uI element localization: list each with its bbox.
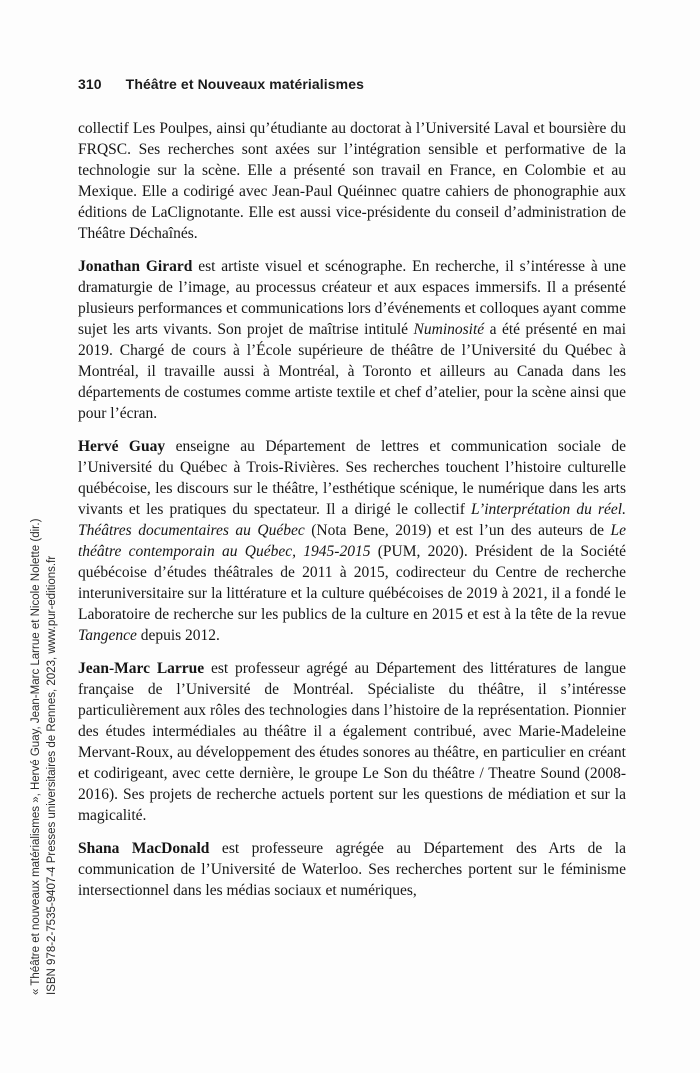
text-run: est professeure agrégée au Département des Arts de la communication de l’Université de Waterloo. Ses recherches portent sur le féminisme intersectionnel dans les médias sociaux et numériques, [78,840,626,899]
work-title: Le théâtre contemporain au Québec, 1945-2015 [78,522,626,560]
text-run: est professeur agrégé au Département des littératures de langue française de l’Université de Montréal. Spécialiste du théâtre, il s’intéresse particulièrement aux rôles des technologies dans l’histoire de la représentation. Pionnier des études intermédiales au théâtre il a également contribué, avec Marie-Madeleine Mervant-Roux, au développement des études sonores au théâtre, en particulier en créant et codirigeant, avec cette dernière, le groupe Le Son du théâtre / Theatre Sound (2008-2016). Ses projets de recherche actuels portent sur les questions de médiation et sur la magicalité. [78,660,626,824]
text-run: collectif Les Poulpes, ainsi qu’étudiante au doctorat à l’Université Laval et boursière du FRQSC. Ses recherches sont axées sur l’intégration sensible et performative de la technologie sur la scène. Elle a présenté son travail en France, en Colombie et au Mexique. Elle a codirigé avec Jean-Paul Quéinnec quatre cahiers de phonographie aux éditions de LaClignotante. Elle est aussi vice-présidente du conseil d’administration de Théâtre Déchaînés. [78,120,626,242]
text-run: (PUM, 2020). Président de la Société québécoise d’études théâtrales de 2011 à 2015, codirecteur du Centre de recherche interuniversitaire sur la littérature et la culture québécoises de 2019 à 2021, il a fondé le Laboratoire de recherche sur les publics de la culture en 2015 et est à la tête de la revue [78,543,627,623]
copyright-spine-text [28,450,60,995]
text-run: (Nota Bene, 2019) et est l’un des auteurs de [304,522,611,539]
work-title: Numinosité [413,321,485,338]
work-title: Tangence [78,627,137,644]
text-run: enseigne au Département de lettres et communication sociale de l’Université du Québec à Trois-Rivières. Ses recherches touchent l’histoire culturelle québécoise, les discours sur le théâtre, l’esthétique scénique, le numérique dans les arts vivants et les pratiques du spectateur. Il a dirigé le collectif [78,438,626,518]
spine-isbn-line: ISBN 978-2-7535-9407-4 Presses universitaires de Rennes, 2023, www.pur-editions.fr [46,555,58,995]
person-name: Jean-Marc Larrue [78,660,205,677]
contributor-bios [78,118,626,913]
spine-credit-line: « Théâtre et nouveaux matérialismes », Hervé Guay, Jean-Marc Larrue et Nicole Nolette (dir.) [30,518,42,995]
person-name: Hervé Guay [78,438,166,455]
text-run: depuis 2012. [136,627,220,644]
person-name: Jonathan Girard [78,258,193,275]
running-header [78,76,626,92]
person-name: Shana MacDonald [78,840,210,857]
bio-paragraph [78,256,626,424]
bio-paragraph [78,436,626,646]
text-run: est artiste visuel et scénographe. En recherche, il s’intéresse à une dramaturgie de l’image, au processus créateur et aux espaces immersifs. Il a présenté plusieurs performances et communications lors d’événements et colloques ayant comme sujet les arts vivants. Son projet de maîtrise intitulé [78,258,627,338]
text-run: a été présenté en mai 2019. Chargé de cours à l’École supérieure de théâtre de l’Université du Québec à Montréal, il travaille aussi à Montréal, à Toronto et ailleurs au Canada dans les départements de costumes comme artiste textile et chef d’atelier, pour la scène ainsi que pour l’écran. [78,321,626,422]
running-title: Théâtre et Nouveaux matérialismes [125,76,364,92]
bio-paragraph [78,838,626,901]
bio-paragraph [78,658,626,826]
work-title: L’interprétation du réel. Théâtres documentaires au Québec [78,501,626,539]
bio-paragraph [78,118,626,244]
page-number: 310 [78,76,102,92]
